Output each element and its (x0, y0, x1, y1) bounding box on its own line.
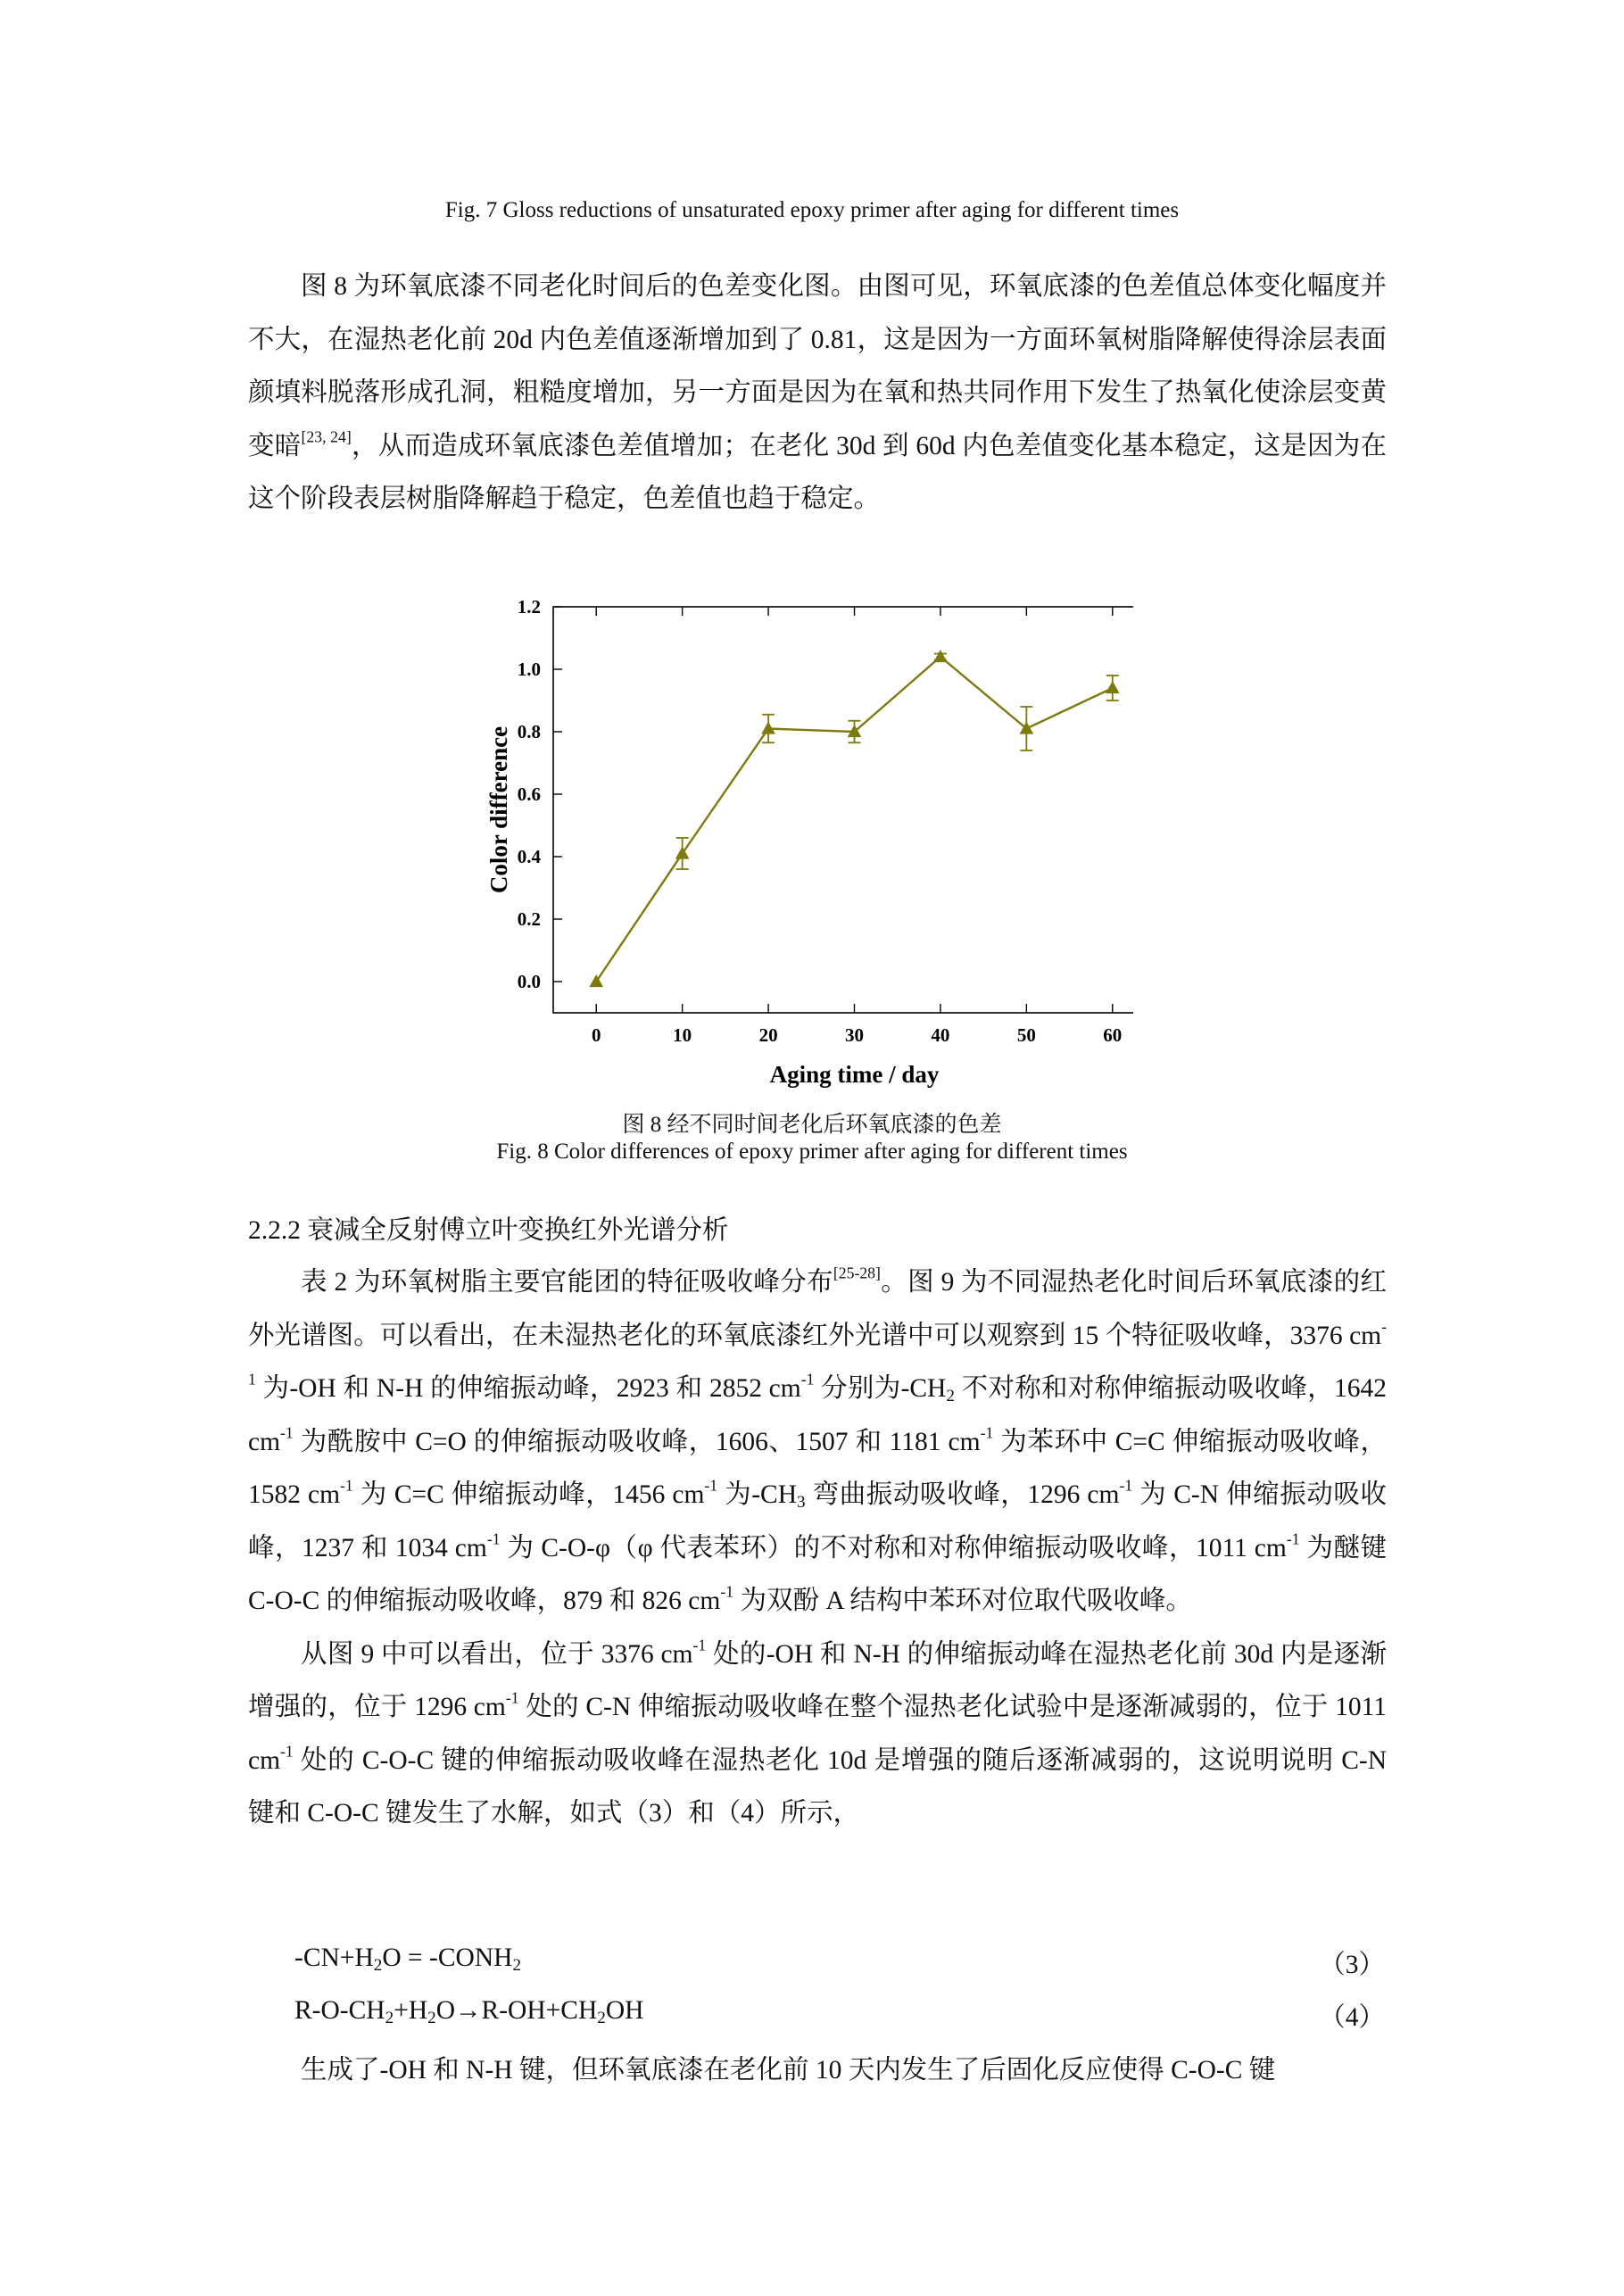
y-tick-label-5: 1.0 (517, 659, 541, 680)
x-tick-label-2: 20 (758, 1024, 778, 1046)
series-line (596, 657, 1113, 982)
y-axis-label: Color difference (485, 725, 512, 894)
paragraph-2 (248, 1256, 1387, 1841)
x-tick-label-3: 30 (845, 1024, 864, 1046)
paragraph-1-text: 图 8 为环氧底漆不同老化时间后的色差变化图。由图可见，环氧底漆的色差值总体变化幅度并不大，在湿热老化前 20d 内色差值逐渐增加到了 0.81，这是因为一方面环氧树脂降解使得涂层表面颜填料脱落形成孔洞，粗糙度增加，另一方面是因为在氧和热共同作用下发生了热氧化使涂层变黄变暗 (248, 272, 1387, 460)
x-tick-label-0: 0 (591, 1024, 601, 1046)
equation-3-body: $-CN+H_2O$ = $-CONH_2$ (294, 1944, 522, 1975)
fig8-caption-en: Fig. 8 Color differences of epoxy primer after aging for different times (496, 1140, 1128, 1164)
section-heading: 2.2.2 衰减全反射傅立叶变换红外光谱分析 (248, 1216, 729, 1245)
paragraph-4-text: 生成了-OH 和 N-H 键，但环氧底漆在老化前 10 天内发生了后固化反应使得 C-O-C 键 (301, 2056, 1276, 2085)
equation-4-number: （4） (1319, 2003, 1385, 2032)
equation-3 (294, 1944, 1385, 1979)
data-point-6 (1106, 682, 1119, 693)
equation-3-number: （3） (1319, 1951, 1385, 1979)
x-tick-label-4: 40 (931, 1024, 950, 1046)
paragraph-4 (248, 2044, 1387, 2098)
y-tick-label-4: 0.8 (517, 721, 541, 742)
y-tick-label-6: 1.2 (517, 596, 541, 618)
y-tick-label-0: 0.0 (517, 971, 541, 992)
paragraph-1 (248, 261, 1387, 526)
equation-4-body: $R-O-CH_2+H_2O\to R-OH+CH_2OH$ (294, 1996, 644, 2027)
x-tick-label-1: 10 (673, 1024, 692, 1046)
paragraph-3-text: 从图 9 中可以看出，位于 3376 $cm^{-1}$ 处的-OH 和 N-H 的伸缩振动峰在湿热老化前 30d 内是逐渐增强的，位于 1296 $cm^{-1}$ 处的 C-N 伸缩振动吸收峰在整个湿热老化试验中是逐渐减弱的，位于 1011 $cm^{-1}$ 处的 C-O-C 键的伸缩振动吸收峰在湿热老化 10d 是增强的随后逐渐减弱的，这说明说明 C-N 键和 C-O-C 键发生了水解，如式（3）和（4）所示， (248, 1636, 1387, 1828)
plot-frame (553, 607, 1133, 1013)
paragraph-1-tail: ，从而造成环氧底漆色差值增加；在老化 30d 到 60d 内色差值变化基本稳定，这是因为在这个阶段表层树脂降解趋于稳定，色差值也趋于稳定。 (248, 431, 1387, 513)
data-point-0 (590, 975, 602, 987)
data-point-4 (934, 651, 947, 662)
paragraph-1-citation: [23, 24] (301, 427, 352, 446)
x-axis-label: Aging time / day (769, 1061, 940, 1088)
y-tick-label-3: 0.6 (517, 783, 541, 805)
fig7-caption: Fig. 7 Gloss reductions of unsaturated epoxy primer after aging for different times (444, 198, 1180, 222)
paragraph-2-text: 表 2 为环氧树脂主要官能团的特征吸收峰分布[25-28]。图 9 为不同湿热老化时间后环氧底漆的红外光谱图。可以看出，在未湿热老化的环氧底漆红外光谱中可以观察到 15 个特征吸收峰，3376 $cm^{-1}$ 为-OH 和 N-H 的伸缩振动峰，2923 和 2852 $cm^{-1}$ 分别为$-CH_2$ 不对称和对称伸缩振动吸收峰，1642 $cm^{-1}$ 为酰胺中 C=O 的伸缩振动吸收峰，1606、1507 和 1181 $cm^{-1}$ 为苯环中 C=C 伸缩振动吸收峰，1582 $cm^{-1}$ 为 C=C 伸缩振动峰，1456 $cm^{-1}$ 为$-CH_3$ 弯曲振动吸收峰，1296 $cm^{-1}$ 为 C-N 伸缩振动吸收峰，1237 和 1034 $cm^{-1}$ 为 C-O-φ（φ 代表苯环）的不对称和对称伸缩振动吸收峰，1011 $cm^{-1}$ 为醚键 C-O-C 的伸缩振动吸收峰，879 和 826 $cm^{-1}$ 为双酚 A 结构中苯环对位取代吸收峰。 (248, 1264, 1388, 1615)
y-tick-label-2: 0.4 (517, 846, 541, 867)
equation-4 (294, 1996, 1385, 2032)
color-difference-chart (473, 589, 1133, 1107)
fig8-caption-cn: 图 8 经不同时间老化后环氧底漆的色差 (622, 1113, 1002, 1137)
y-tick-label-1: 0.2 (517, 908, 541, 930)
x-tick-label-6: 60 (1103, 1024, 1123, 1046)
x-tick-label-5: 50 (1016, 1024, 1036, 1046)
